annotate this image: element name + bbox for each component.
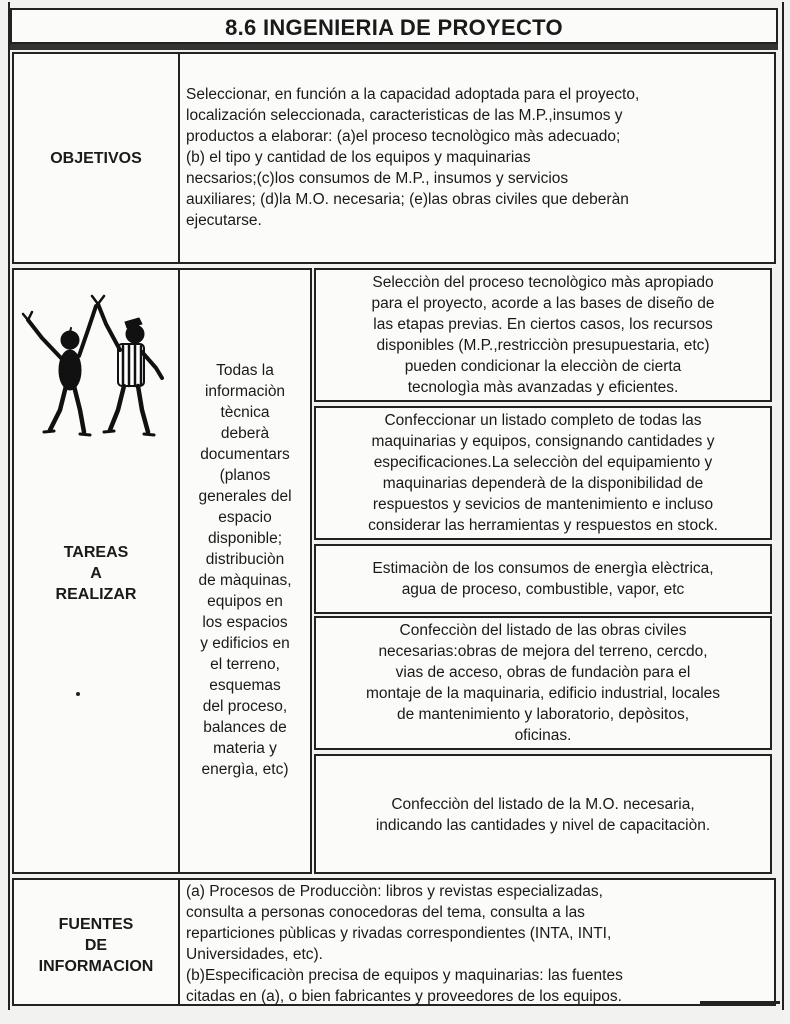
info-line: espacio [218, 509, 272, 526]
task-line: las etapas previas. En ciertos casos, los recursos [373, 316, 713, 333]
tareas-label-line: TAREAS [63, 544, 129, 561]
task-box-mano-de-obra [314, 754, 772, 874]
task-box-obras-civiles [314, 616, 772, 750]
info-line: deberà [220, 425, 270, 442]
task-line: tecnologìa màs avanzadas y eficientes. [407, 379, 679, 396]
info-line: el terreno, [210, 656, 280, 673]
bullet-dot [76, 692, 80, 696]
info-line: (planos [219, 467, 271, 484]
info-line: tècnica [220, 404, 270, 421]
task-text [318, 620, 768, 746]
fuentes-label-cell [12, 878, 180, 1006]
task-line: respuestos y sevicios de mantenimiento e incluso [372, 496, 714, 513]
info-line: Todas la [216, 362, 274, 379]
task-text [318, 558, 768, 600]
fuentes-label-line: INFORMACION [38, 958, 154, 975]
info-line: materia y [213, 740, 277, 757]
task-line: especificaciones.La selecciòn del equipamiento y [373, 454, 713, 471]
info-line: documentars [200, 446, 290, 463]
objetivos-text-cell [178, 52, 776, 264]
info-line: disponible; [207, 530, 283, 547]
info-line: informaciòn [204, 383, 286, 400]
fuentes-text [186, 881, 774, 1007]
task-line: necesarias:obras de mejora del terreno, cercdo, [378, 643, 708, 660]
objetivos-line: productos a elaborar: (a)el proceso tecnològico màs adecuado; [186, 128, 621, 145]
info-line: distribuciòn [205, 551, 285, 568]
fuentes-line: (b)Especificaciòn precisa de equipos y maquinarias: las fuentes [186, 967, 623, 984]
task-line: indicando las cantidades y nivel de capacitaciòn. [375, 817, 711, 834]
fuentes-line: citadas en (a), o bien fabricantes y proveedores de los equipos. [186, 988, 622, 1005]
task-line: considerar las herramientas y respuestos en stock. [368, 517, 718, 534]
objetivos-label: OBJETIVOS [50, 150, 142, 167]
underline-rule [700, 1001, 780, 1004]
tareas-label-line: A [90, 565, 102, 582]
info-line: energìa, etc) [201, 761, 289, 778]
tareas-label-line: REALIZAR [55, 586, 137, 603]
task-line: Confecciòn del listado de las obras civiles [399, 622, 687, 639]
fuentes-line: Universidades, etc). [186, 946, 323, 963]
page-title: 8.6 INGENIERIA DE PROYECTO [225, 15, 563, 40]
objetivos-line: necsarios;(c)los consumos de M.P., insumos y servicios [186, 170, 569, 187]
info-line: y edificios en [200, 635, 290, 652]
task-line: de mantenimiento y laboratorio, depòsitos, [396, 706, 690, 723]
info-line: los espacios [202, 614, 288, 631]
task-text [318, 410, 768, 536]
task-line: para el proyecto, acorde a las bases de diseño de [371, 295, 715, 312]
fuentes-line: reparticiones pùblicas y rivadas correspondientes (INTA, INTI, [186, 925, 612, 942]
fuentes-text-cell [178, 878, 776, 1006]
task-line: oficinas. [514, 727, 572, 744]
tareas-info-text [180, 360, 310, 780]
tareas-info-cell [178, 268, 312, 874]
fuentes-line: (a) Procesos de Producciòn: libros y revistas especializadas, [186, 883, 603, 900]
fuentes-label-line: FUENTES [58, 916, 134, 933]
task-line: vias de acceso, obras de fundaciòn para el [395, 664, 691, 681]
task-line: montaje de la maquinaria, edificio industrial, locales [365, 685, 721, 702]
objetivos-line: localización seleccionada, caracteristicas de las M.P.,insumos y [186, 107, 623, 124]
info-line: del proceso, [202, 698, 288, 715]
title-rule [10, 44, 778, 50]
info-line: esquemas [209, 677, 281, 694]
objetivos-line: ejecutarse. [186, 212, 262, 229]
dancing-figures-illustration [14, 282, 174, 447]
task-line: Confecciòn del listado de la M.O. necesaria, [391, 796, 695, 813]
task-box-consumos [314, 544, 772, 614]
info-line: generales del [198, 488, 292, 505]
task-line: disponibles (M.P.,restricciòn presupuestaria, etc) [376, 337, 710, 354]
info-line: equipos en [207, 593, 283, 610]
task-line: Confeccionar un listado completo de todas las [384, 412, 702, 429]
objetivos-line: auxiliares; (d)la M.O. necesaria; (e)las obras civiles que deberàn [186, 191, 629, 208]
objetivos-text [186, 84, 774, 231]
task-line: agua de proceso, combustible, vapor, etc [401, 581, 685, 598]
task-line: maquinarias y equipos, consignando cantidades y [371, 433, 715, 450]
task-line: Estimaciòn de los consumos de energìa elèctrica, [372, 560, 714, 577]
task-text [318, 272, 768, 398]
info-line: balances de [203, 719, 287, 736]
objetivos-label-cell [12, 52, 180, 264]
task-box-maquinarias [314, 406, 772, 540]
task-box-proceso [314, 268, 772, 402]
fuentes-label [14, 914, 178, 977]
title-bar [10, 8, 778, 44]
objetivos-line: (b) el tipo y cantidad de los equipos y maquinarias [186, 149, 531, 166]
tareas-label [14, 542, 178, 605]
task-line: Selecciòn del proceso tecnològico màs apropiado [372, 274, 714, 291]
info-line: de màquinas, [198, 572, 292, 589]
task-line: maquinarias dependerà de la disponibilidad de [382, 475, 704, 492]
task-text [318, 794, 768, 836]
objetivos-line: Seleccionar, en función a la capacidad adoptada para el proyecto, [186, 86, 640, 103]
fuentes-label-line: DE [84, 937, 108, 954]
task-line: pueden condicionar la elecciòn de cierta [404, 358, 682, 375]
fuentes-line: consulta a personas conocedoras del tema, consulta a las [186, 904, 585, 921]
